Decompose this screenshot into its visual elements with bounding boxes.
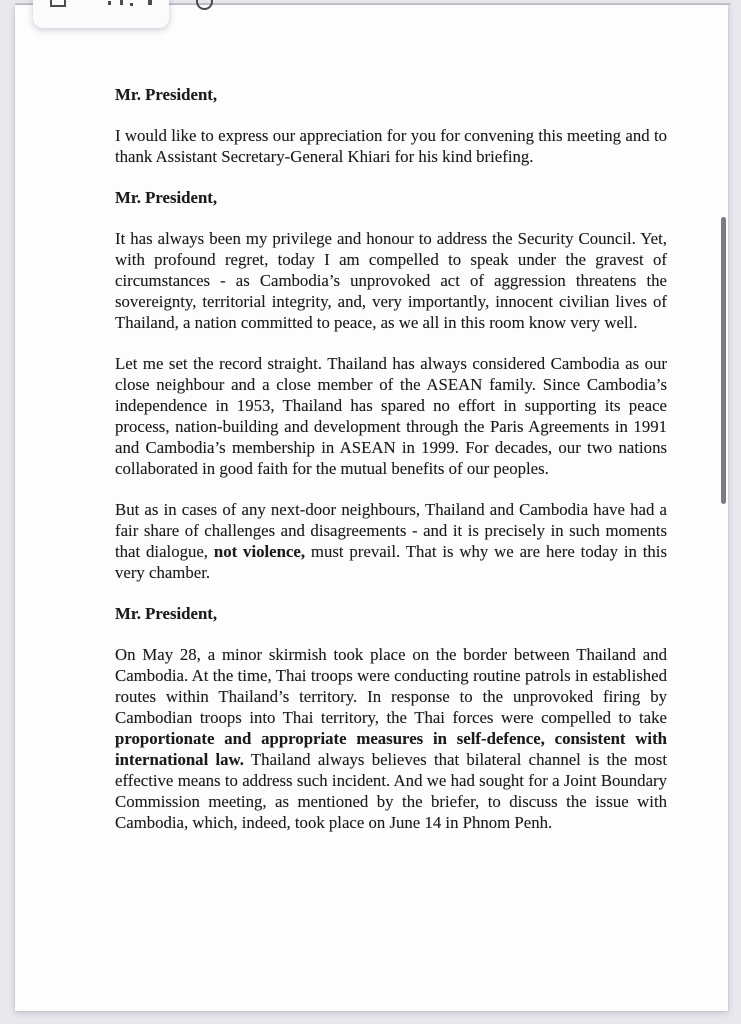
- text-run: Let me set the record straight. Thailand has always considered Cambodia as our close neighbour and a close member of the ASEAN family. Since Cambodia’s independence in 1953, Thailand has spared no effort in supporting its peace process, nation-building and development through the Paris Agreements in 1991 and Cambodia’s membership in ASEAN in 1999. For decades, our two nations collaborated in good faith for the mutual benefits of our peoples.: [115, 354, 667, 478]
- document-content: [115, 84, 667, 833]
- body-paragraph: [115, 125, 667, 167]
- text-run: Thailand always believes that bilateral channel is the most effective means to address such incident. And we had sought for a Joint Boundary Commission meeting, as mentioned by the briefer, to discuss the issue with Cambodia, which, indeed, took place on June 14 in Phnom Penh.: [115, 750, 667, 832]
- text-run: But as in cases of any next-door neighbours, Thailand and Cambodia have had a fair share of challenges and disagreements - and it is precisely in such moments that dialogue,: [115, 500, 667, 561]
- document-page: [15, 5, 728, 1011]
- body-paragraph: [115, 228, 667, 333]
- body-paragraph: [115, 499, 667, 583]
- body-paragraph: [115, 644, 667, 833]
- cropped-stroke-icon: [120, 0, 123, 5]
- text-run: It has always been my privilege and honour to address the Security Council. Yet, with profound regret, today I am compelled to speak under the gravest of circumstances - as Cambodia’s unprovoked act of aggression threatens the sovereignty, territorial integrity, and, very importantly, innocent civilian lives of Thailand, a nation committed to peace, as we all in this room know very well.: [115, 229, 667, 332]
- bold-text-run: proportionate and appropriate measures in self-defence, consistent with international law.: [115, 729, 667, 769]
- scrollbar-thumb[interactable]: [721, 217, 726, 504]
- cropped-dot-icon: [130, 3, 133, 6]
- cropped-dot-icon: [108, 1, 111, 5]
- text-run: must prevail. That is why we are here today in this very chamber.: [115, 542, 667, 582]
- text-run: I would like to express our appreciation for you for convening this meeting and to thank Assistant Secretary-General Khiari for his kind briefing.: [115, 126, 667, 166]
- text-run: On May 28, a minor skirmish took place on the border between Thailand and Cambodia. At the time, Thai troops were conducting routine patrols in established routes within Thailand’s territory. In response to the unprovoked firing by Cambodian troops into Thai territory, the Thai forces were compelled to take: [115, 645, 667, 727]
- bold-text-run: not violence,: [213, 542, 306, 561]
- salutation-heading: Mr. President,: [115, 85, 218, 104]
- salutation-heading: Mr. President,: [115, 604, 218, 623]
- cropped-stroke-icon: [148, 0, 152, 5]
- body-paragraph: [115, 353, 667, 479]
- cropped-bracket-icon: [50, 0, 66, 7]
- salutation-heading: Mr. President,: [115, 188, 218, 207]
